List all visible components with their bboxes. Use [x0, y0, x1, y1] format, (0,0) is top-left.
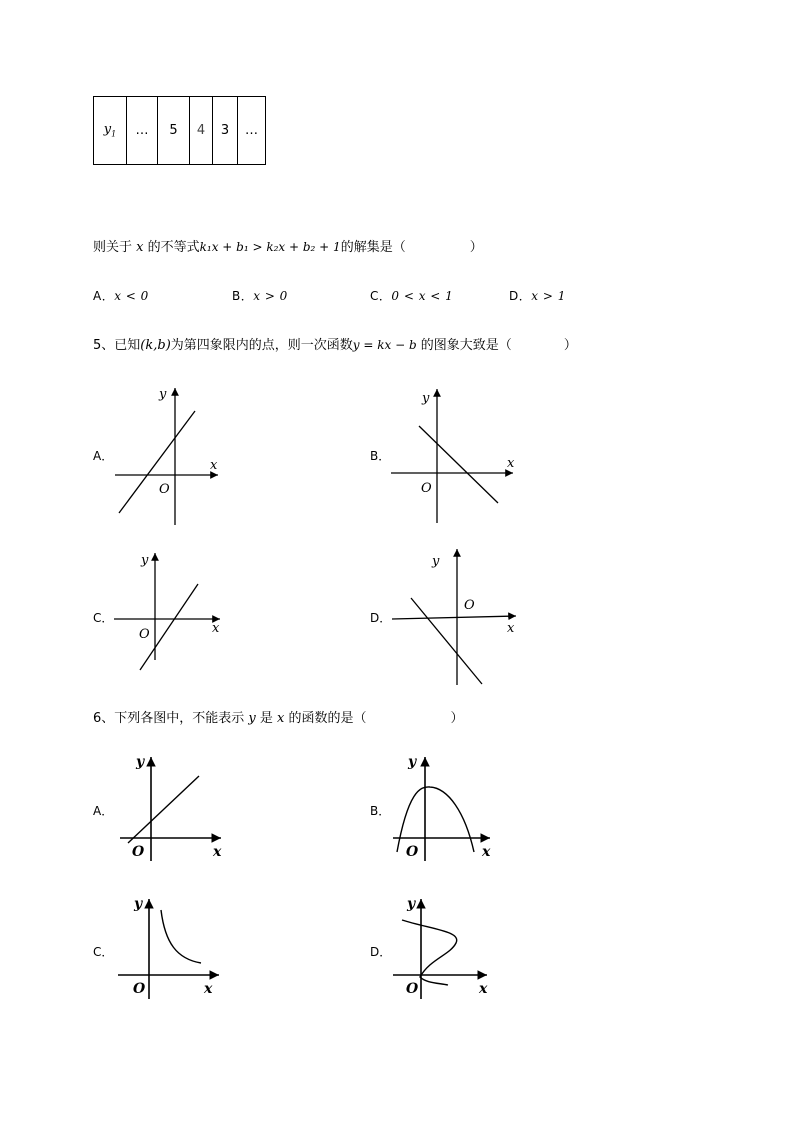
q4-close-paren: ） — [469, 240, 483, 255]
y-axis-label: y — [134, 896, 143, 912]
table-cell: … — [127, 97, 158, 165]
table-cell: 4 — [190, 97, 213, 165]
q5-graph-c[interactable] — [112, 548, 230, 688]
q6-stem-text: 下列各图中，不能表示 — [114, 711, 249, 726]
origin-label: O — [132, 844, 145, 860]
y-axis-label: y — [408, 754, 417, 770]
y-axis-label: y — [422, 391, 430, 406]
q4-stem-text: 的解集是（ — [340, 240, 406, 255]
hyperbola-curve — [161, 910, 201, 963]
q6-stem-text: 是 — [255, 711, 278, 726]
q6-close-paren: ） — [450, 711, 464, 726]
q5-number: 5、 — [93, 338, 115, 353]
q5-option-d-label[interactable]: D． — [370, 611, 392, 625]
origin-label: O — [464, 598, 475, 613]
q6-graph-c[interactable] — [115, 893, 230, 1005]
q6-stem-text: 的函数的是（ — [284, 711, 367, 726]
q6-graph-b[interactable] — [390, 752, 500, 864]
y-axis-label: y — [432, 554, 440, 569]
q5-stem-text: 已知 — [114, 338, 141, 353]
origin-label: O — [406, 981, 419, 997]
y-axis-label: y — [159, 387, 167, 402]
table-cell-label: $y_1$ — [94, 97, 127, 165]
q6-var-x: x — [277, 711, 285, 726]
q4-option-d[interactable]: D．x > 1 — [509, 289, 566, 303]
origin-label: O — [139, 627, 150, 642]
function-line — [119, 411, 195, 513]
q5-stem — [93, 334, 577, 353]
q4-option-a[interactable]: A．x < 0 — [93, 289, 149, 303]
q4-stem-text: 的不等式 — [143, 240, 200, 255]
table-cell: 3 — [213, 97, 238, 165]
x-axis-label: x — [212, 621, 220, 636]
origin-label: O — [406, 844, 419, 860]
q5-point: (k,b) — [140, 338, 171, 353]
q4-var: x — [136, 240, 144, 255]
table-cell: 5 — [158, 97, 190, 165]
q5-option-b-label[interactable]: B． — [370, 449, 391, 463]
q4-stem-text: 则关于 — [93, 240, 137, 255]
q5-close-paren: ） — [563, 338, 577, 353]
table-row — [94, 97, 266, 165]
q6-option-c-label[interactable]: C． — [93, 945, 114, 959]
q5-option-c-label[interactable]: C． — [93, 611, 114, 625]
q5-stem-text: 为第四象限内的点，则一次函数 — [170, 338, 353, 353]
q5-function: y = kx − b — [352, 338, 417, 352]
y-axis-label: y — [407, 896, 416, 912]
y-axis-label: y — [136, 754, 145, 770]
q5-graph-b[interactable] — [388, 385, 523, 530]
x-axis-label: x — [482, 844, 491, 860]
q5-stem-text: 的图象大致是（ — [416, 338, 512, 353]
x-axis-label: x — [213, 844, 222, 860]
q6-number: 6、 — [93, 711, 115, 726]
x-axis-label: x — [507, 456, 515, 471]
value-table — [93, 96, 266, 165]
q6-graph-d[interactable] — [390, 893, 500, 1005]
q4-inequality: k₁x + b₁ > k₂x + b₂ + 1 — [199, 240, 341, 254]
q5-graph-a[interactable] — [110, 382, 230, 532]
x-axis — [392, 616, 516, 619]
y-axis-label: y — [141, 553, 149, 568]
q4-option-b[interactable]: B．x > 0 — [232, 289, 288, 303]
origin-label: O — [421, 481, 432, 496]
q5-option-a-label[interactable]: A． — [93, 449, 114, 463]
table-cell: … — [238, 97, 266, 165]
q6-option-d-label[interactable]: D． — [370, 945, 392, 959]
x-axis-label: x — [507, 621, 515, 636]
q4-option-c[interactable]: C．0 < x < 1 — [370, 289, 454, 303]
q5-graph-d[interactable] — [388, 544, 528, 689]
origin-label: O — [133, 981, 146, 997]
parabola-curve — [397, 787, 474, 852]
q4-stem — [93, 236, 483, 255]
origin-label: O — [159, 482, 170, 497]
x-axis-label: x — [210, 458, 218, 473]
function-line — [128, 776, 199, 843]
q6-option-a-label[interactable]: A． — [93, 804, 114, 818]
q6-option-b-label[interactable]: B． — [370, 804, 391, 818]
q6-var-y: y — [248, 711, 256, 726]
q6-graph-a[interactable] — [115, 752, 230, 864]
x-axis-label: x — [204, 981, 213, 997]
q6-stem — [93, 707, 464, 726]
x-axis-label: x — [479, 981, 488, 997]
